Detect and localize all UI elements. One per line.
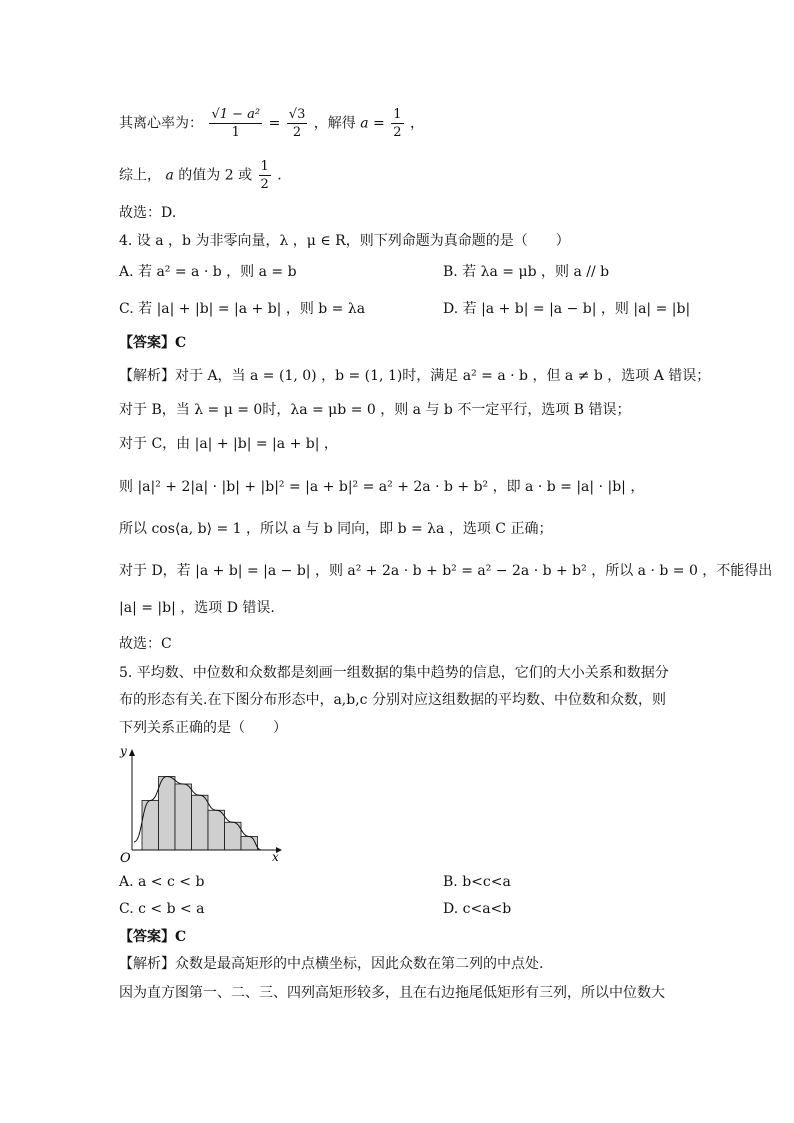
q5-stem-3: 下列关系正确的是（ ）	[119, 720, 287, 736]
q4-analysis-2: 对于 B，当 λ = μ = 0时，λa = μb = 0 ，则 a 与 b 不一定平行，选项 B 错误；	[119, 402, 631, 418]
ecc-den: 1	[231, 125, 240, 140]
q4-option-b: B. 若 λa = μb ，则 a // b	[443, 264, 610, 280]
x-axis-label: x	[272, 850, 279, 864]
summary-num: 1	[260, 159, 269, 174]
prev-choose: 故选：D.	[119, 205, 177, 221]
ecc-fraction-1	[209, 106, 262, 141]
histogram-bar	[175, 784, 192, 850]
summary-end: .	[277, 167, 282, 184]
q5-analysis-1: 【解析】众数是最高矩形的中点横坐标，因此众数在第二列的中点处.	[119, 956, 544, 972]
q4-analysis-3: 对于 C，由 |a| + |b| = |a + b| ，	[119, 436, 338, 452]
q4-analysis-7: |a| = |b| ，选项 D 错误.	[119, 600, 275, 616]
ecc-fraction-2	[287, 106, 308, 141]
histogram-bar	[142, 801, 159, 851]
q4-analysis-4: 则 |a|² + 2|a| · |b| + |b|² = |a + b|² = a² + 2a · b + b² ，即 a · b = |a| · |b| ，	[119, 479, 645, 495]
q5-stem-2: 布的形态有关.在下图分布形态中，a,b,c 分别对应这组数据的平均数、中位数和众数，则	[119, 692, 666, 708]
q4-analysis-6: 对于 D，若 |a + b| = |a − b| ，则 a² + 2a · b + b² = a² − 2a · b + b² ，所以 a · b = 0 ，不能得出	[119, 563, 773, 579]
q4-stem: 4. 设 a ，b 为非零向量，λ ，μ ∈ R，则下列命题为真命题的是（ ）	[119, 233, 570, 249]
origin-label: O	[120, 851, 131, 866]
q5-option-a: A. a < c < b	[119, 874, 205, 890]
q4-option-c: C. 若 |a| + |b| = |a + b| ，则 b = λa	[119, 301, 366, 317]
ecc-den2: 2	[292, 125, 302, 140]
y-axis-arrow	[129, 749, 135, 756]
summary-mid: 的值为 2 或	[178, 167, 253, 184]
ecc-half-den: 2	[393, 125, 402, 140]
q4-analysis-1: 【解析】对于 A，当 a = (1, 0) ，b = (1, 1)时，满足 a² = a · b ，但 a ≠ b ，选项 A 错误；	[119, 368, 711, 384]
histogram-chart	[118, 744, 290, 866]
summary-prefix: 综上，	[119, 167, 161, 184]
ecc-num2: √3	[288, 107, 306, 122]
q5-option-d: D. c<a<b	[443, 901, 512, 917]
ecc-prefix: 其离心率为：	[119, 115, 203, 132]
ecc-a: a =	[360, 115, 385, 132]
histogram-bar	[159, 777, 176, 851]
summary-line	[119, 158, 282, 193]
y-axis-label: y	[120, 744, 127, 758]
ecc-num: √1 − a²	[211, 107, 261, 122]
q5-stem-1: 5. 平均数、中位数和众数都是刻画一组数据的集中趋势的信息，它们的大小关系和数据分	[119, 665, 669, 681]
histogram-bar	[208, 810, 225, 850]
histogram-bar	[192, 795, 209, 850]
summary-var: a	[165, 167, 174, 184]
q5-analysis-2: 因为直方图第一、二、三、四列高矩形较多，且在右边拖尾低矩形有三列，所以中位数大	[119, 985, 665, 1001]
summary-fraction	[259, 158, 271, 193]
q5-option-b: B. b<c<a	[443, 874, 511, 890]
q4-option-a: A. 若 a² = a · b ，则 a = b	[119, 264, 297, 280]
summary-den: 2	[260, 177, 269, 192]
ecc-end: ，	[409, 115, 424, 132]
ecc-half-num: 1	[393, 107, 402, 122]
ecc-equals: =	[268, 115, 281, 132]
q4-analysis-5: 所以 cos⟨a, b⟩ = 1 ，所以 a 与 b 同向，即 b = λa ，选项 C 正确；	[119, 521, 553, 537]
ecc-fraction-3	[391, 106, 403, 141]
q4-choose: 故选：C	[119, 636, 172, 652]
q5-answer: 【答案】C	[119, 929, 187, 945]
q4-option-d: D. 若 |a + b| = |a − b| ，则 |a| = |b|	[443, 301, 691, 317]
q4-answer: 【答案】C	[119, 335, 187, 351]
eccentricity-line	[119, 106, 424, 141]
q5-option-c: C. c < b < a	[119, 901, 205, 917]
ecc-mid: ，解得	[313, 115, 356, 132]
